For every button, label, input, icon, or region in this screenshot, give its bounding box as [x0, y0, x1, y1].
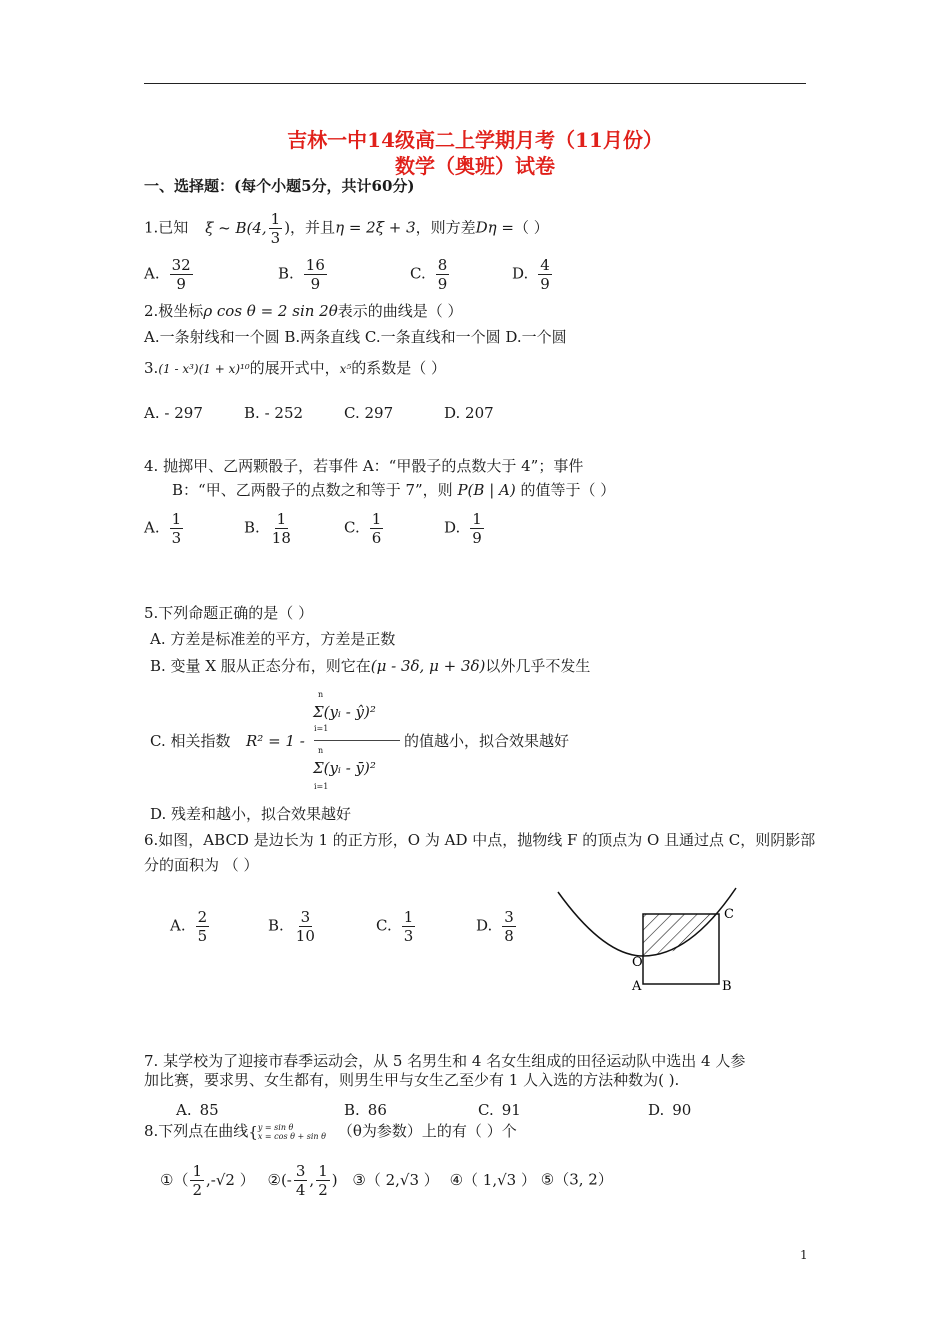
- question-6-line1: 6.如图，ABCD 是边长为 1 的正方形，O 为 AD 中点，抛物线 F 的顶点为 O 且通过点 C，则阴影部: [144, 831, 816, 849]
- q7-option-b: B. 86: [344, 1101, 387, 1119]
- q5-sum-top-2: n: [318, 746, 324, 755]
- q5-formula-lhs: R² = 1 -: [246, 732, 305, 750]
- q1-option-a: A. $\frac{32}{9}$: [144, 256, 191, 293]
- q5-option-c-text: 的值越小，拟合效果越好: [404, 732, 570, 750]
- q8-point-4: ④（ 1,√3 ）: [449, 1170, 536, 1189]
- q4-option-d: D. $\frac{1}{9}$: [444, 510, 482, 547]
- q1-text: 1.已知: [144, 218, 189, 237]
- q3-option-b: B. - 252: [244, 404, 304, 422]
- q5-option-b: B. 变量 X 服从正态分布，则它在(μ - 3δ, μ + 3δ)以外几乎不发生: [150, 657, 591, 675]
- exam-subtitle: 数学（奥班）试卷: [395, 154, 555, 178]
- q5-sum-bot-2: i=1: [314, 782, 329, 791]
- q3-option-c: C. 297: [344, 404, 394, 422]
- question-7-line2: 加比赛，要求男、女生都有，则男生甲与女生乙至少有 1 人入选的方法种数为( ).: [144, 1071, 680, 1089]
- q6-figure: [540, 880, 760, 1000]
- q7-option-a: A. 85: [176, 1101, 219, 1119]
- header-rule: [144, 83, 806, 84]
- q4-expr: P(B | A): [457, 481, 516, 499]
- label-a: A: [632, 979, 642, 994]
- q1-expr-b: η = 2ξ + 3: [335, 218, 416, 237]
- q8-point-3: ③（ 2,√3 ）: [352, 1170, 439, 1189]
- question-1: [144, 210, 549, 247]
- question-4-line2: B：“甲、乙两骰子的点数之和等于 7”，则 P(B | A) 的值等于（ ）: [172, 481, 616, 499]
- q5-interval: (μ - 3δ, μ + 3δ): [370, 657, 486, 675]
- q8-point-1: ①（ $\frac{1}{2}$ ,-√2 ）: [160, 1162, 255, 1199]
- q5-fraction-bar: [314, 740, 400, 741]
- q5-sum-top-1: n: [318, 690, 324, 699]
- label-c: C: [724, 907, 734, 922]
- q6-option-a: A. $\frac{2}{5}$: [170, 908, 208, 945]
- q2-options: A.一条射线和一个圆 B.两条直线 C.一条直线和一个圆 D.一个圆: [144, 328, 567, 346]
- question-8: 8.下列点在曲线{ y = sin θ x = cos θ + sin θ （θ为参数）上的有（ ）个: [144, 1122, 517, 1141]
- q8-point-2: ②(- $\frac{3}{4}$ , $\frac{1}{2}$ ): [267, 1162, 338, 1199]
- q7-option-d: D. 90: [648, 1101, 692, 1119]
- q1-text-c: ，则方差: [415, 218, 476, 237]
- question-6-line2: 分的面积为 （ ）: [144, 856, 259, 874]
- q1-expr-a: ξ ~ B(4,: [205, 218, 267, 237]
- q8-points: [160, 1162, 613, 1199]
- label-b: B: [722, 979, 732, 994]
- q1-option-c: C. $\frac{8}{9}$: [410, 256, 448, 293]
- q7-option-c: C. 91: [478, 1101, 521, 1119]
- q1-expr-c: Dη =: [475, 218, 514, 237]
- q3-option-a: A. - 297: [144, 404, 203, 422]
- question-2: 2.极坐标ρ cos θ = 2 sin 2θ表示的曲线是（ ）: [144, 302, 463, 320]
- q1-option-d: D. $\frac{4}{9}$: [512, 256, 550, 293]
- q5-option-c-label: C. 相关指数: [150, 732, 231, 750]
- q4-option-c: C. $\frac{1}{6}$: [344, 510, 382, 547]
- q4-option-a: A. $\frac{1}{3}$: [144, 510, 182, 547]
- q5-numerator: Σ(yᵢ - ŷ)²: [313, 703, 376, 721]
- page-number: 1: [800, 1248, 808, 1262]
- q8-point-5: ⑤（3, 2）: [540, 1170, 613, 1189]
- q5-sum-bot-1: i=1: [314, 724, 329, 733]
- q1-text-b: )，并且: [284, 218, 336, 237]
- exam-title: 吉林一中14级高二上学期月考（11月份）: [287, 128, 663, 152]
- q4-option-b: B. $\frac{1}{18}$: [244, 510, 291, 547]
- q1-frac: $\frac{1}{3}$: [270, 210, 281, 247]
- q3-expr-b: x⁵: [339, 362, 352, 376]
- q5-denominator: Σ(yᵢ - ȳ)²: [313, 759, 376, 777]
- q6-option-b: B. $\frac{3}{10}$: [268, 908, 315, 945]
- q1-paren: （ ）: [513, 218, 549, 237]
- question-3: 3.(1 - x³)(1 + x)¹⁰的展开式中，x⁵的系数是（ ）: [144, 359, 447, 377]
- question-7-line1: 7. 某学校为了迎接市春季运动会，从 5 名男生和 4 名女生组成的田径运动队中选出 4 人参: [144, 1052, 746, 1070]
- shaded-region: [643, 914, 719, 956]
- q3-expr: (1 - x³)(1 + x)¹⁰: [158, 362, 250, 376]
- question-4-line1: 4. 抛掷甲、乙两颗骰子，若事件 A：“甲骰子的点数大于 4”；事件: [144, 457, 584, 475]
- q8-curve-system: y = sin θ x = cos θ + sin θ: [257, 1123, 326, 1141]
- section-heading: 一、选择题：(每个小题5分，共计60分): [144, 177, 415, 195]
- question-5: 5.下列命题正确的是（ ）: [144, 604, 314, 622]
- q6-option-c: C. $\frac{1}{3}$: [376, 908, 414, 945]
- q6-option-d: D. $\frac{3}{8}$: [476, 908, 514, 945]
- q3-option-d: D. 207: [444, 404, 494, 422]
- q2-expr: ρ cos θ = 2 sin 2θ: [203, 302, 338, 320]
- q5-option-d: D. 残差和越小，拟合效果越好: [150, 805, 352, 823]
- q5-option-a: A. 方差是标准差的平方，方差是正数: [150, 630, 396, 648]
- label-o: O: [632, 955, 643, 970]
- q1-option-b: B. $\frac{16}{9}$: [278, 256, 325, 293]
